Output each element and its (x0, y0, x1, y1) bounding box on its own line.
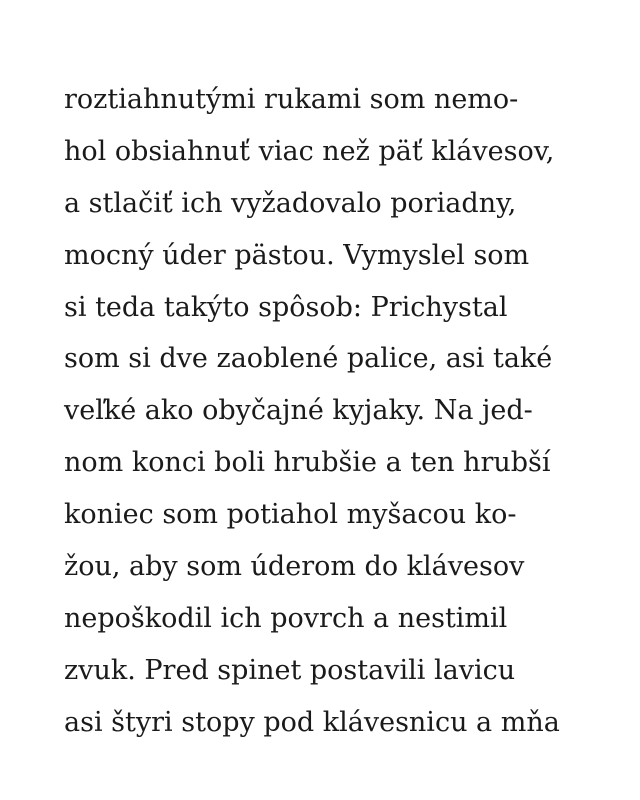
text-line: koniec som potiahol myšacou ko- (64, 499, 517, 531)
text-line: mocný úder pästou. Vymyslel som (64, 239, 530, 271)
text-line: hol obsiahnuť viac než päť klávesov, (64, 135, 555, 167)
body-text (64, 74, 584, 749)
text-line: veľké ako obyčajné kyjaky. Na jed- (64, 395, 533, 427)
text-line: asi štyri stopy pod klávesnicu a mňa (64, 706, 560, 738)
text-line: a stlačiť ich vyžadovalo poriadny, (64, 187, 517, 219)
text-line: zvuk. Pred spinet postavili lavicu (64, 654, 516, 686)
text-line: roztiahnutými rukami som nemo- (64, 84, 519, 115)
text-line: som si dve zaoblené palice, asi také (64, 343, 553, 375)
text-line: nom konci boli hrubšie a ten hrubší (64, 447, 551, 479)
text-line: žou, aby som úderom do klávesov (64, 551, 525, 583)
text-line: si teda takýto spôsob: Prichystal (64, 291, 508, 323)
text-line: nepoškodil ich povrch a nestimil (64, 602, 508, 634)
